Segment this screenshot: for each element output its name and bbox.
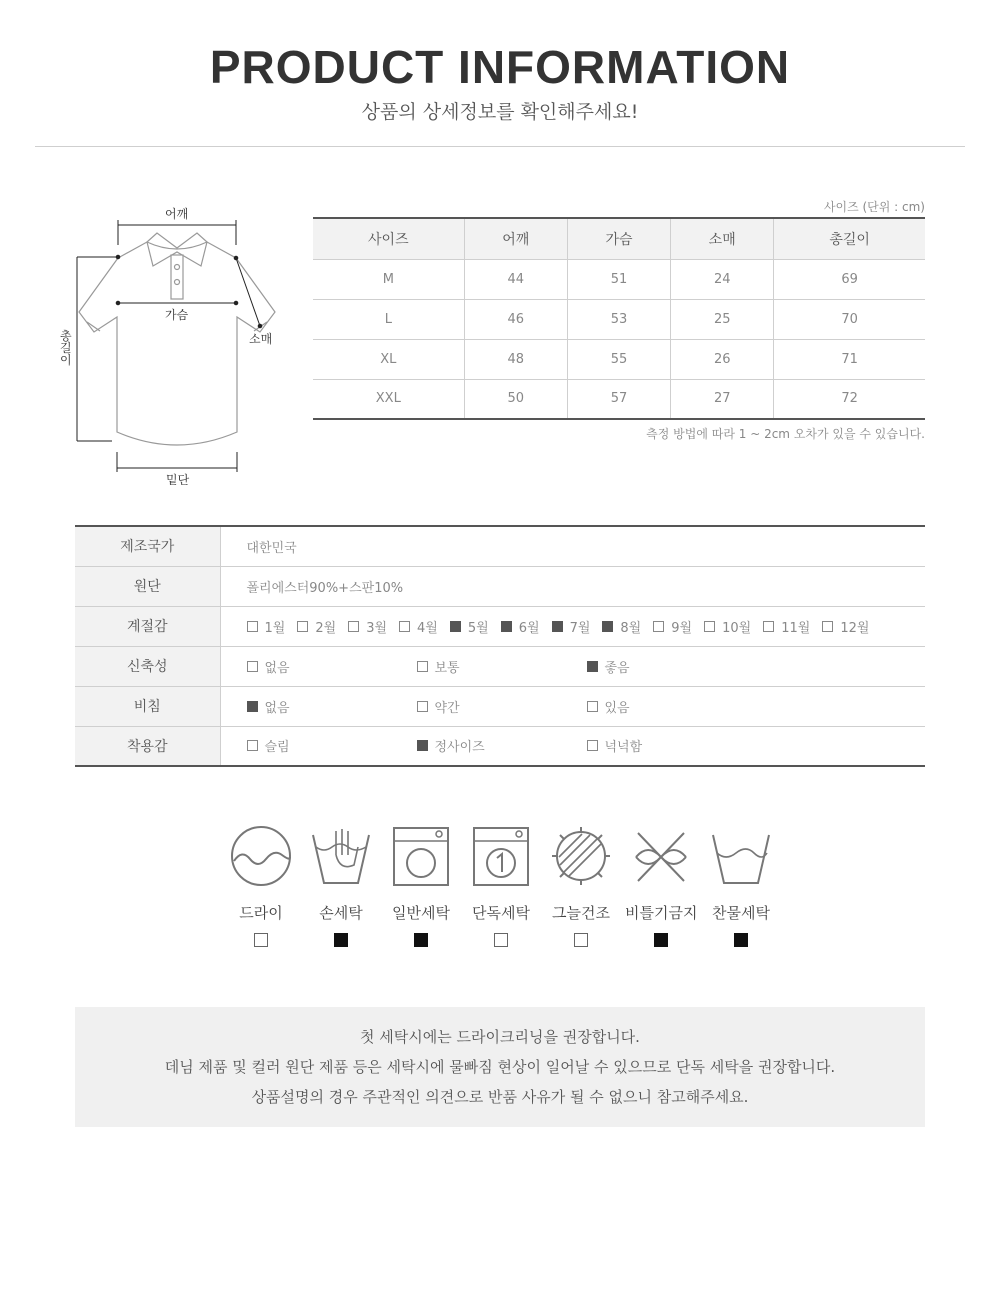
unchecked-box-icon xyxy=(763,621,774,632)
size-cell: XXL xyxy=(375,391,401,407)
option-item xyxy=(297,617,336,636)
option-item xyxy=(247,657,417,676)
notice-line: 상품설명의 경우 주관적인 의견으로 반품 사유가 될 수 없으니 참고해주세요. xyxy=(251,1088,749,1106)
care-checkbox xyxy=(254,933,268,947)
notice-line: 첫 세탁시에는 드라이크리닝을 권장합니다. xyxy=(360,1028,640,1046)
care-checkbox xyxy=(654,933,668,947)
size-cell: 44 xyxy=(464,259,567,299)
dry-clean-icon xyxy=(230,825,292,887)
hand-wash-icon xyxy=(310,825,372,887)
checked-box-icon xyxy=(501,621,512,632)
info-label-fabric: 원단 xyxy=(75,566,220,606)
care-item-machine-wash xyxy=(385,825,457,947)
option-label: 12월 xyxy=(840,620,870,636)
option-label: 좋음 xyxy=(604,660,630,676)
checked-box-icon xyxy=(587,661,598,672)
option-item xyxy=(247,736,417,755)
notice-box xyxy=(75,1007,925,1127)
option-label: 있음 xyxy=(604,700,630,716)
option-label: 6월 xyxy=(518,620,540,636)
option-item xyxy=(587,657,757,676)
separate-wash-icon xyxy=(470,825,532,887)
size-header-cell: 가슴 xyxy=(567,218,670,259)
care-item-cold-wash xyxy=(705,825,777,947)
size-unit-note: 사이즈 (단위 : cm) xyxy=(823,200,925,214)
product-info-table xyxy=(75,525,925,767)
option-item xyxy=(587,736,757,755)
care-label: 일반세탁 xyxy=(392,904,450,922)
option-label: 약간 xyxy=(434,700,460,716)
label-chest: 가슴 xyxy=(165,308,189,322)
option-item xyxy=(417,657,587,676)
care-label: 비틀기금지 xyxy=(625,904,698,922)
unchecked-box-icon xyxy=(417,661,428,672)
table-row xyxy=(75,606,925,646)
care-item-no-wring xyxy=(625,825,697,947)
no-wring-icon xyxy=(630,825,692,887)
table-row xyxy=(313,379,925,419)
size-table-header xyxy=(313,218,925,259)
size-header-cell: 총길이 xyxy=(774,218,925,259)
size-table xyxy=(313,217,925,420)
info-value-fabric: 폴리에스터90%+스판10% xyxy=(220,566,925,606)
table-row xyxy=(75,566,925,606)
option-item xyxy=(501,617,540,636)
unchecked-box-icon xyxy=(417,701,428,712)
size-cell: 24 xyxy=(671,259,774,299)
option-item xyxy=(247,617,286,636)
size-cell: 25 xyxy=(671,299,774,339)
option-item xyxy=(348,617,387,636)
size-cell: 51 xyxy=(567,259,670,299)
care-item-hand-wash xyxy=(305,825,377,947)
option-item xyxy=(704,617,751,636)
care-checkbox xyxy=(734,933,748,947)
page-subtitle: 상품의 상세정보를 확인해주세요! xyxy=(361,101,639,123)
table-row xyxy=(313,299,925,339)
unchecked-box-icon xyxy=(297,621,308,632)
table-row xyxy=(75,526,925,566)
size-cell: L xyxy=(313,299,464,339)
size-cell: 53 xyxy=(567,299,670,339)
size-cell: 48 xyxy=(464,339,567,379)
info-label-sheer: 비침 xyxy=(75,686,220,726)
option-item xyxy=(417,697,587,716)
option-label: 슬림 xyxy=(264,740,290,756)
option-item xyxy=(417,736,587,755)
season-options xyxy=(247,617,926,636)
care-item-dry xyxy=(225,825,297,947)
option-item xyxy=(247,697,417,716)
machine-wash-icon xyxy=(390,825,452,887)
info-label-season: 계절감 xyxy=(75,606,220,646)
unchecked-box-icon xyxy=(822,621,833,632)
fit-options xyxy=(247,736,926,755)
label-hem: 밑단 xyxy=(166,473,190,487)
checked-box-icon xyxy=(602,621,613,632)
unchecked-box-icon xyxy=(704,621,715,632)
table-row xyxy=(75,726,925,766)
option-label: 3월 xyxy=(366,620,388,636)
size-cell: 55 xyxy=(567,339,670,379)
option-label: 7월 xyxy=(569,620,591,636)
info-label-country: 제조국가 xyxy=(75,526,220,566)
care-item-shade-dry xyxy=(545,825,617,947)
measure-note: 측정 방법에 따라 1 ~ 2cm 오차가 있을 수 있습니다. xyxy=(646,427,925,441)
unchecked-box-icon xyxy=(399,621,410,632)
care-item-separate-wash xyxy=(465,825,537,947)
option-label: 8월 xyxy=(620,620,642,636)
unchecked-box-icon xyxy=(653,621,664,632)
size-cell: 71 xyxy=(774,339,925,379)
label-length: 총길이 xyxy=(60,329,72,367)
size-cell: M xyxy=(313,259,464,299)
polo-shirt-icon xyxy=(55,200,295,500)
care-label: 찬물세탁 xyxy=(712,904,770,922)
unchecked-box-icon xyxy=(247,740,258,751)
size-cell: XL xyxy=(313,339,464,379)
info-label-stretch: 신축성 xyxy=(75,646,220,686)
table-row xyxy=(313,259,925,299)
unchecked-box-icon xyxy=(587,740,598,751)
table-row xyxy=(75,686,925,726)
size-cell: 46 xyxy=(464,299,567,339)
header-divider xyxy=(35,146,965,147)
option-label: 4월 xyxy=(417,620,438,636)
care-label: 단독세탁 xyxy=(472,904,530,922)
sheer-options xyxy=(247,697,926,716)
page-title: PRODUCT INFORMATION xyxy=(209,41,791,93)
label-shoulder: 어깨 xyxy=(165,207,189,221)
size-header-cell: 사이즈 xyxy=(313,218,464,259)
checked-box-icon xyxy=(247,701,258,712)
stretch-options xyxy=(247,657,926,676)
size-cell: 26 xyxy=(671,339,774,379)
unchecked-box-icon xyxy=(247,661,258,672)
unchecked-box-icon xyxy=(247,621,258,632)
size-cell: 57 xyxy=(567,379,670,419)
care-label: 그늘건조 xyxy=(552,904,610,922)
checked-box-icon xyxy=(552,621,563,632)
checked-box-icon xyxy=(450,621,461,632)
option-item xyxy=(450,617,489,636)
size-cell: 50 xyxy=(464,379,567,419)
option-label: 넉넉함 xyxy=(604,740,643,756)
size-header-cell: 소매 xyxy=(671,218,774,259)
shirt-measurement-diagram xyxy=(55,200,295,500)
table-row xyxy=(75,646,925,686)
notice-line: 데님 제품 및 컬러 원단 제품 등은 세탁시에 물빠짐 현상이 일어날 수 있으므로 단독 세탁을 권장합니다. xyxy=(164,1058,836,1076)
option-label: 정사이즈 xyxy=(434,740,485,756)
care-checkbox xyxy=(414,933,428,947)
info-value-country: 대한민국 xyxy=(220,526,925,566)
table-row xyxy=(313,339,925,379)
care-checkbox xyxy=(574,933,588,947)
care-checkbox xyxy=(334,933,348,947)
label-sleeve: 소매 xyxy=(249,332,273,346)
option-label: 2월 xyxy=(315,620,337,636)
size-cell: 27 xyxy=(671,379,774,419)
option-label: 없음 xyxy=(264,700,290,716)
option-label: 5월 xyxy=(467,620,489,636)
option-item xyxy=(399,617,438,636)
option-item xyxy=(822,617,869,636)
option-item xyxy=(653,617,692,636)
option-label: 9월 xyxy=(671,620,693,636)
unchecked-box-icon xyxy=(348,621,359,632)
option-label: 없음 xyxy=(264,660,290,676)
option-label: 1월 xyxy=(264,620,286,636)
size-cell: 69 xyxy=(774,259,925,299)
shade-dry-icon xyxy=(550,825,612,887)
unchecked-box-icon xyxy=(587,701,598,712)
checked-box-icon xyxy=(417,740,428,751)
option-item xyxy=(587,697,757,716)
care-label: 드라이 xyxy=(239,904,283,922)
cold-wash-icon xyxy=(710,825,772,887)
size-header-cell: 어깨 xyxy=(464,218,567,259)
care-label: 손세탁 xyxy=(319,904,363,922)
size-cell: 72 xyxy=(774,379,925,419)
option-label: 11월 xyxy=(781,620,811,636)
option-label: 10월 xyxy=(722,620,752,636)
care-checkbox xyxy=(494,933,508,947)
option-item xyxy=(763,617,810,636)
option-item xyxy=(602,617,641,636)
option-item xyxy=(552,617,591,636)
info-label-fit: 착용감 xyxy=(75,726,220,766)
option-label: 보통 xyxy=(434,660,460,676)
size-cell: 70 xyxy=(774,299,925,339)
